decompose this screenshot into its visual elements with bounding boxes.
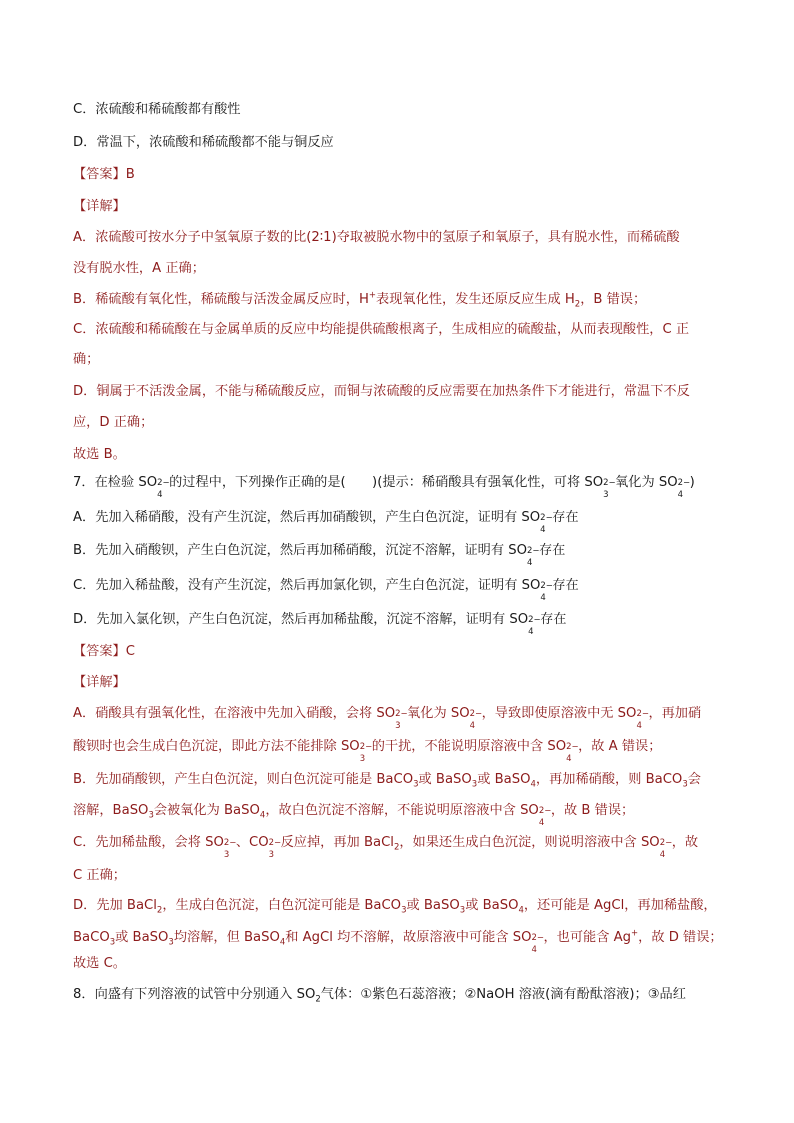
answer-line: 【答案】B (73, 167, 135, 182)
explanation-line: D．铜属于不活泼金属，不能与稀硫酸反应，而铜与浓硫酸的反应需要在加热条件下才能进行，常温下不反 (73, 384, 690, 399)
question-7: 7．在检验 SO 2− 4 的过程中，下列操作正确的是( )(提示：稀硝酸具有强氧化性，可将 SO 2− 3 氧化为 SO 2− 4 ) (73, 475, 695, 500)
explanation-line: A．浓硫酸可按水分子中氢氧原子数的比(2∶1)夺取被脱水物中的氢原子和氧原子，具有脱水性，而稀硫酸 (73, 230, 680, 245)
explanation-line: BaCO$_3$或 BaSO$_3$均溶解，但 BaSO$_4$和 AgCl 均不溶解，故原溶液中可能含 SO 2− 4 ，也可能含 Ag+，故 D 错误； (73, 928, 723, 955)
explanation-heading: 【详解】 (73, 675, 126, 690)
conclusion-line: 故选 B。 (73, 447, 126, 462)
option-a: A．先加入稀硝酸，没有产生沉淀，然后再加硝酸钡，产生白色沉淀，证明有 SO 2− 4 存在 (73, 510, 579, 535)
question-8: 8．向盛有下列溶液的试管中分别通入 $SO_2$气体：①紫色石蕊溶液；②NaOH 溶液(滴有酚酞溶液)；③品红 (73, 987, 686, 1005)
option-d: D．先加入氯化钡，产生白色沉淀，然后再加稀盐酸，沉淀不溶解，证明有 SO 2− 4 存在 (73, 612, 567, 637)
explanation-line: B．稀硫酸有氧化性，稀硫酸与活泼金属反应时，H+表现氧化性，发生还原反应生成 $H_2$，B 错误； (73, 290, 647, 310)
option-b: B．先加入硝酸钡，产生白色沉淀，然后再加稀硝酸，沉淀不溶解，证明有 SO 2− 4 存在 (73, 543, 566, 568)
option-c: C．浓硫酸和稀硫酸都有酸性 (73, 102, 241, 117)
explanation-line: 确； (73, 352, 100, 367)
explanation-line: D．先加 BaCl$_2$，生成白色沉淀，白色沉淀可能是 BaCO$_3$或 BaSO$_3$或 BaSO$_4$，还可能是 AgCl，再加稀盐酸， (73, 898, 717, 916)
explanation-line: C 正确； (73, 868, 126, 883)
explanation-line: C．先加稀盐酸，会将 SO 2− 3 、CO 2− 3 反应掉，再加 BaCl$_2$，如果还生成白色沉淀，则说明溶液中含 SO 2− 4 ，故 (73, 835, 699, 860)
explanation-line: 没有脱水性，A 正确； (73, 261, 205, 276)
explanation-line: C．浓硫酸和稀硫酸在与金属单质的反应中均能提供硫酸根离子，生成相应的硫酸盐，从而表现酸性，C 正 (73, 322, 690, 337)
explanation-line: B．先加硝酸钡，产生白色沉淀，则白色沉淀可能是 BaCO$_3$或 BaSO$_3$或 BaSO$_4$，再加稀硝酸，则 BaCO$_3$会 (73, 772, 701, 790)
explanation-line: 溶解，BaSO$_3$会被氧化为 BaSO$_4$，故白色沉淀不溶解，不能说明原溶液中含 SO 2− 4 ，故 B 错误； (73, 803, 635, 828)
explanation-line: 应，D 正确； (73, 415, 154, 430)
conclusion-line: 故选 C。 (73, 956, 126, 971)
option-c: C．先加入稀盐酸，没有产生沉淀，然后再加氯化钡，产生白色沉淀，证明有 SO 2− 4 存在 (73, 578, 579, 603)
explanation-line: A．硝酸具有强氧化性，在溶液中先加入硝酸，会将 SO 2− 3 氧化为 SO 2− 4 ，导致即使原溶液中无 SO 2− 4 ，再加硝 (73, 706, 702, 731)
option-d: D．常温下，浓硫酸和稀硫酸都不能与铜反应 (73, 135, 334, 150)
explanation-line: 酸钡时也会生成白色沉淀，即此方法不能排除 SO 2− 3 的干扰，不能说明原溶液中含 SO 2− 4 ，故 A 错误； (73, 739, 662, 764)
answer-line: 【答案】C (73, 644, 135, 659)
explanation-heading: 【详解】 (73, 199, 126, 214)
